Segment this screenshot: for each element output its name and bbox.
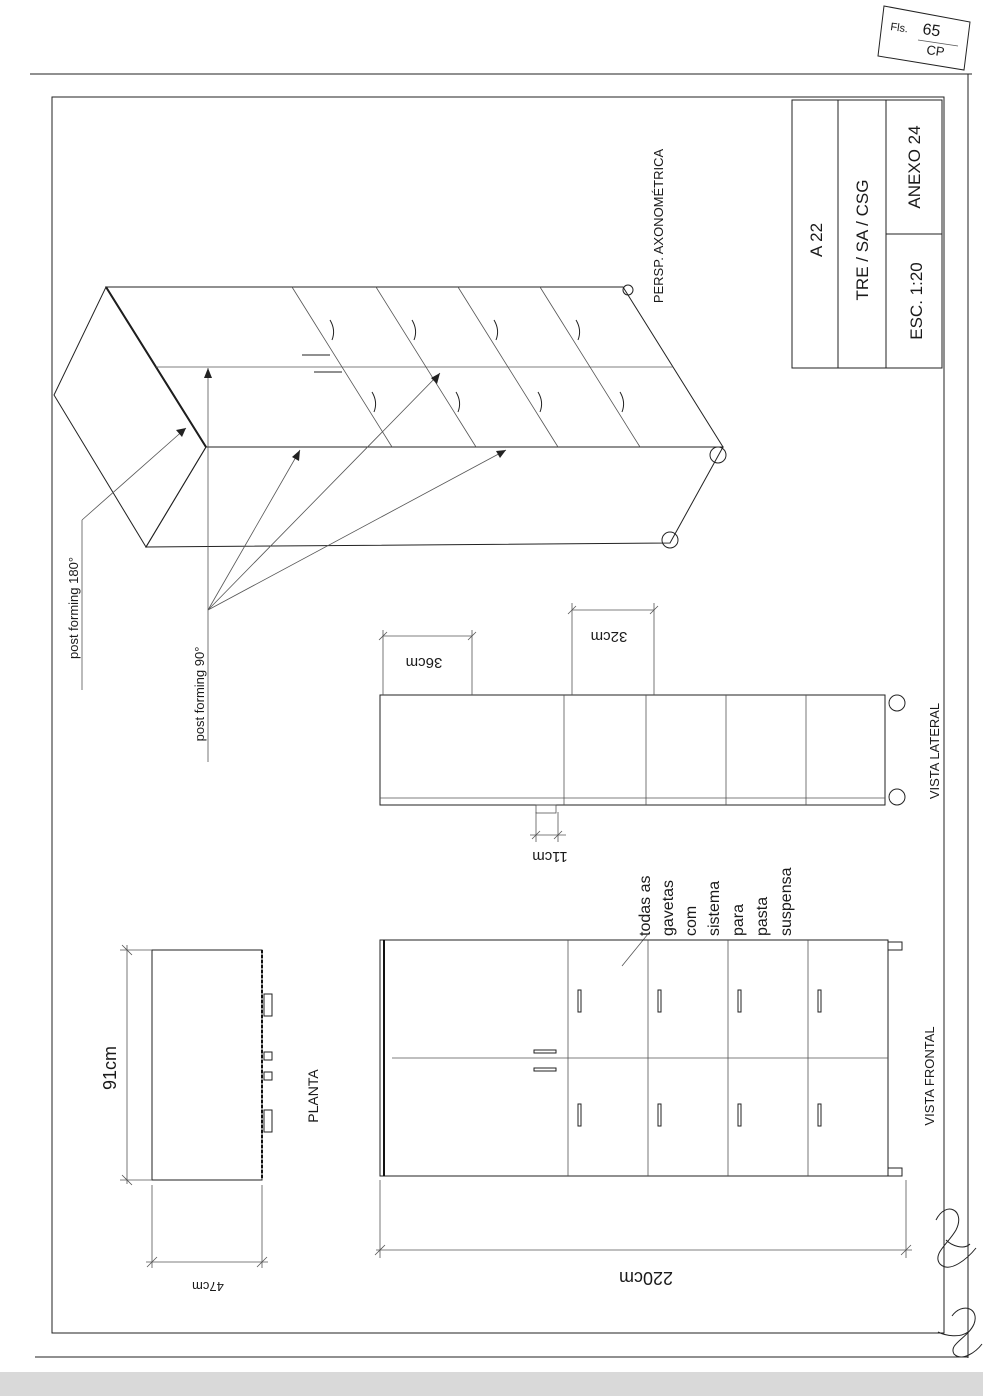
note-line-3: com — [683, 905, 700, 936]
post-90-label: post forming 90° — [192, 646, 207, 742]
dim-11cm: 11cm — [532, 848, 568, 865]
title-code: A 22 — [807, 222, 826, 258]
dimension-220 — [375, 1180, 912, 1288]
page-stamp — [878, 6, 970, 70]
dim-47cm: 47cm — [192, 1279, 224, 1294]
scan-edge-strip — [0, 1372, 983, 1396]
perspective-label: PERSP. AXONOMÉTRICA — [651, 148, 666, 304]
perspective-view — [54, 148, 726, 548]
lateral-view — [379, 603, 942, 865]
dim-36cm: 36cm — [405, 654, 443, 671]
stamp-sub: CP — [925, 42, 946, 60]
plan-view — [100, 945, 321, 1294]
note-line-6: pasta — [754, 896, 771, 936]
note-line-7: suspensa — [778, 867, 795, 936]
note-line-4: sistema — [706, 880, 723, 936]
title-annex: ANEXO 24 — [905, 125, 924, 209]
post-forming-leaders — [66, 368, 506, 762]
lateral-label: VISTA LATERAL — [927, 702, 942, 800]
inner-frame — [52, 97, 944, 1333]
signature-marks — [936, 1209, 982, 1357]
stamp-label: Fls. — [889, 21, 909, 36]
post-180-label: post forming 180° — [66, 556, 81, 660]
title-scale: ESC. 1:20 — [907, 262, 926, 340]
title-org: TRE / SA / CSG — [853, 179, 872, 301]
dim-91cm: 91cm — [100, 1045, 120, 1091]
note-line-5: para — [730, 903, 747, 936]
title-block — [792, 100, 942, 368]
note-line-1: todas as — [637, 875, 654, 936]
frontal-label: VISTA FRONTAL — [922, 1026, 937, 1126]
plan-label: PLANTA — [305, 1069, 321, 1123]
note-line-2: gavetas — [660, 879, 677, 936]
dim-220cm: 220cm — [618, 1268, 674, 1288]
dim-32cm: 32cm — [590, 628, 628, 645]
stamp-number: 65 — [921, 21, 942, 41]
frontal-view — [380, 940, 937, 1176]
